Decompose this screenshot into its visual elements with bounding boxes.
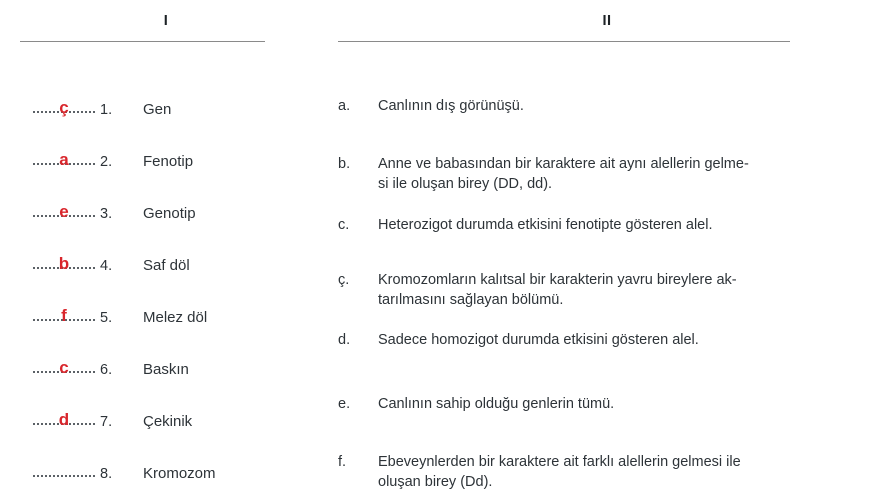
answer-letter: b <box>58 253 70 273</box>
column-one-header: I <box>163 13 169 29</box>
definition-letter: f. <box>338 453 347 470</box>
definition-text <box>378 270 810 310</box>
answer-blank[interactable] <box>33 92 95 117</box>
definition-row <box>330 154 810 194</box>
term-number: 1. <box>100 101 113 118</box>
definition-line-2: oluşan birey (Dd). <box>378 473 493 490</box>
term-number: 6. <box>100 361 113 378</box>
column-two <box>330 0 872 490</box>
term-number: 7. <box>100 413 113 430</box>
answer-letter: c <box>59 357 69 377</box>
definition-line-2: si ile oluşan birey (DD, dd). <box>378 175 553 192</box>
definition-text <box>378 394 810 414</box>
definition-row <box>330 270 810 310</box>
definition-text <box>378 154 810 194</box>
definition-letter: a. <box>338 97 351 114</box>
definition-line-1: Canlının dış görünüşü. <box>378 97 524 114</box>
definition-letter: c. <box>338 216 350 233</box>
definition-row <box>330 96 810 116</box>
definition-row <box>330 330 810 350</box>
definition-text <box>378 96 810 116</box>
answer-blank[interactable] <box>33 144 95 169</box>
definition-line-1: Ebeveynlerden bir karaktere ait farklı alellerin gelmesi ile <box>378 453 741 470</box>
answer-blank[interactable] <box>33 196 95 221</box>
term-row <box>0 352 330 378</box>
answer-blank[interactable] <box>33 404 95 429</box>
term-row <box>0 196 330 222</box>
term-number: 3. <box>100 205 113 222</box>
answer-letter: d <box>58 409 70 429</box>
answer-letter: ç <box>59 97 69 117</box>
term-number: 8. <box>100 465 113 482</box>
term-row <box>0 456 330 482</box>
term-row <box>0 404 330 430</box>
term-row <box>0 144 330 170</box>
answer-blank[interactable] <box>33 456 95 478</box>
term-label: Baskın <box>143 360 189 378</box>
definition-letter: b. <box>338 155 351 172</box>
answer-letter: a <box>59 149 69 169</box>
definition-letter: ç. <box>338 271 350 288</box>
answer-blank[interactable] <box>33 352 95 377</box>
answer-letter: f <box>61 305 67 325</box>
term-label: Çekinik <box>143 412 193 430</box>
definition-letter: d. <box>338 331 351 348</box>
definition-row <box>330 452 810 492</box>
column-two-divider <box>338 41 790 42</box>
definition-text <box>378 215 810 235</box>
definition-line-1: Anne ve babasından bir karaktere ait aynı alellerin gelme- <box>378 155 749 172</box>
answer-letter: e <box>59 201 69 221</box>
column-one-divider <box>20 41 265 42</box>
term-label: Melez döl <box>143 308 208 326</box>
answer-blank[interactable] <box>33 300 95 325</box>
term-label: Genotip <box>143 204 196 222</box>
definition-text <box>378 330 810 350</box>
definition-line-1: Heterozigot durumda etkisini fenotipte gösteren alel. <box>378 216 713 233</box>
definition-line-1: Kromozomların kalıtsal bir karakterin yavru bireylere ak- <box>378 271 737 288</box>
term-label: Kromozom <box>143 464 216 482</box>
column-two-header: II <box>602 13 612 29</box>
definition-line-2: tarılmasını sağlayan bölümü. <box>378 291 564 308</box>
definition-row <box>330 394 810 414</box>
term-row <box>0 92 330 118</box>
term-row <box>0 300 330 326</box>
term-row <box>0 248 330 274</box>
column-one <box>0 0 330 482</box>
term-label: Fenotip <box>143 152 194 170</box>
definition-letter: e. <box>338 395 351 412</box>
term-label: Gen <box>143 100 172 118</box>
term-number: 2. <box>100 153 113 170</box>
definition-text <box>378 452 810 492</box>
definition-line-1: Sadece homozigot durumda etkisini gösteren alel. <box>378 331 699 348</box>
term-label: Saf döl <box>143 256 190 274</box>
term-number: 5. <box>100 309 113 326</box>
definition-row <box>330 215 810 235</box>
term-number: 4. <box>100 257 113 274</box>
answer-blank[interactable] <box>33 248 95 273</box>
definition-line-1: Canlının sahip olduğu genlerin tümü. <box>378 395 615 412</box>
